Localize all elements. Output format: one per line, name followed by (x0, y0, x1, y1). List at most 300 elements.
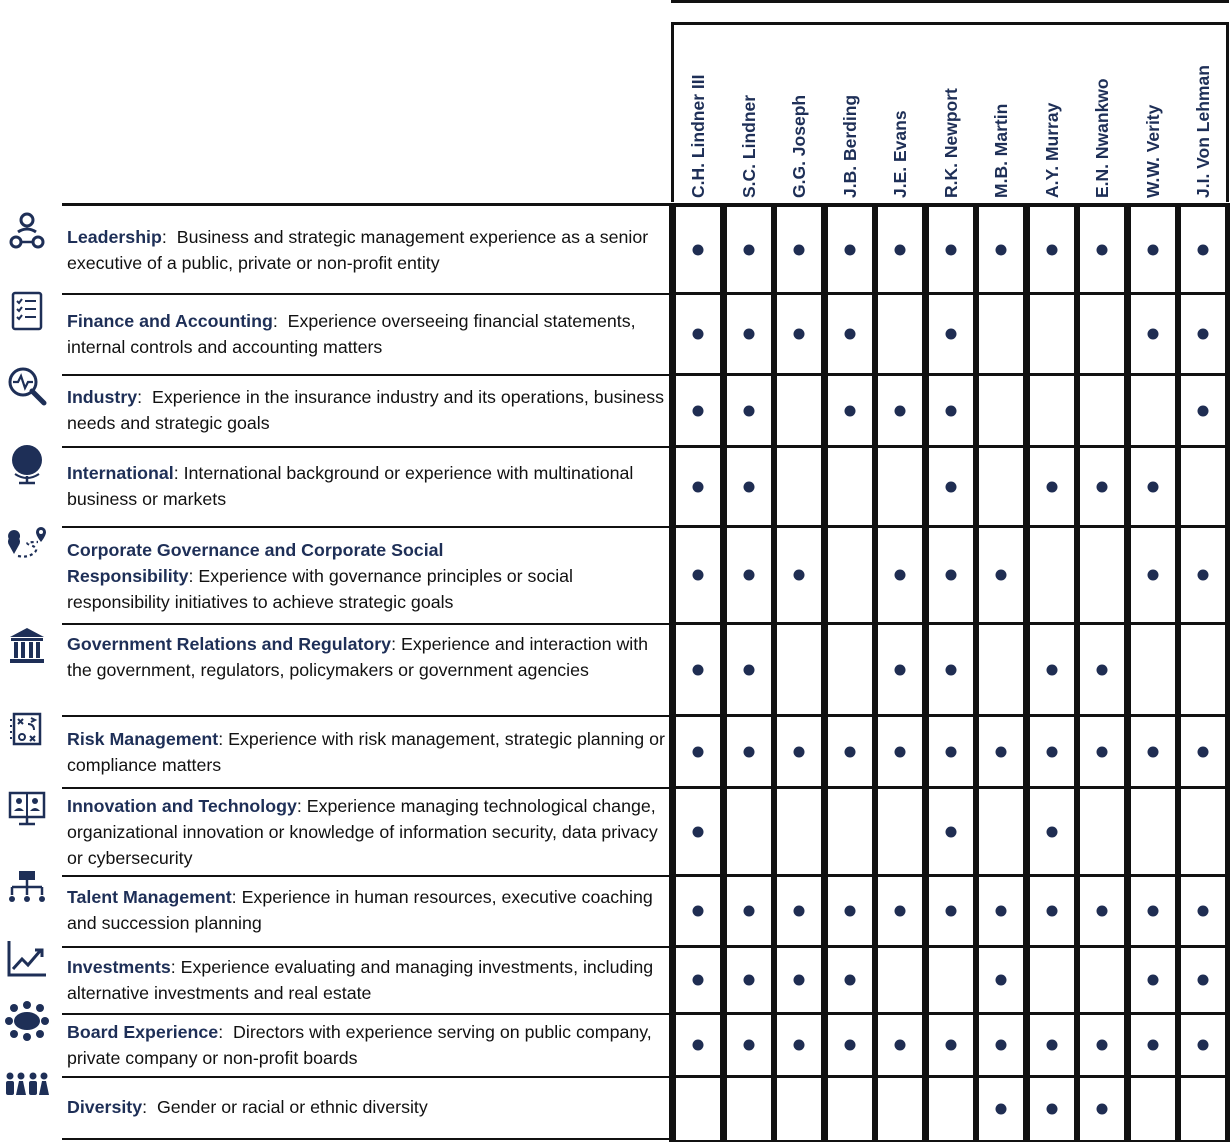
matrix-cell (777, 448, 821, 525)
skill-description (67, 726, 667, 778)
matrix-cell (727, 295, 771, 373)
matrix-cell (979, 448, 1023, 525)
skill-separator: : (188, 566, 199, 586)
skill-detail: Experience evaluating and managing investments, including alternative investments and real estate (67, 957, 654, 1003)
skill-dot (1198, 906, 1209, 917)
skill-description (67, 954, 667, 1006)
skill-detail: Business and strategic management experience as a senior executive of a public, private or non-profit entity (67, 227, 649, 273)
director-name (875, 28, 925, 198)
row-divider (62, 374, 669, 376)
matrix-cell (727, 1015, 771, 1075)
skill-dot (1097, 1104, 1108, 1115)
skill-detail: Experience and interaction with the government, regulators, policymakers or government agencies (67, 634, 649, 680)
skill-dot (794, 975, 805, 986)
checklist-icon (4, 288, 50, 334)
skill-dot (693, 481, 704, 492)
row-divider (62, 526, 669, 528)
skill-dot (845, 244, 856, 255)
skill-title: Diversity (67, 1097, 143, 1117)
matrix-cell (727, 717, 771, 786)
row-divider (62, 623, 669, 625)
skill-dot (693, 244, 704, 255)
director-name (1178, 28, 1228, 198)
matrix-cell (727, 528, 771, 622)
matrix-cell (979, 376, 1023, 445)
row-divider (62, 293, 669, 295)
skill-dot (895, 664, 906, 675)
director-name-label: J.I. Von Lehman (1193, 65, 1213, 198)
matrix-cell (828, 295, 872, 373)
matrix-cell (828, 448, 872, 525)
row-divider (62, 715, 669, 717)
director-name (1027, 28, 1077, 198)
skill-dot (1047, 746, 1058, 757)
matrix-cell (1131, 1078, 1175, 1140)
skill-title: Industry (67, 387, 138, 407)
boardroom-icon (4, 998, 50, 1044)
skill-dot (794, 746, 805, 757)
director-name-label: E.N. Nwankwo (1092, 78, 1112, 198)
matrix-cell (979, 948, 1023, 1012)
skill-dot (693, 570, 704, 581)
matrix-cell (1030, 528, 1074, 622)
matrix-cell (1181, 1015, 1225, 1075)
skill-dot (744, 244, 755, 255)
skill-description (67, 460, 667, 512)
matrix-cell (828, 789, 872, 874)
matrix-cell (878, 1078, 922, 1140)
matrix-cell (878, 528, 922, 622)
skill-separator: : (142, 1097, 157, 1117)
matrix-cell (1181, 717, 1225, 786)
matrix-cell (878, 295, 922, 373)
matrix-cell (979, 207, 1023, 292)
skill-dot (794, 1040, 805, 1051)
matrix-cell (676, 717, 720, 786)
skill-separator: : (296, 796, 307, 816)
skill-dot (693, 329, 704, 340)
matrix-cell (828, 376, 872, 445)
skill-detail: Experience in the insurance industry and its operations, business needs and strategic goals (67, 387, 664, 433)
director-name-label: R.K. Newport (941, 88, 961, 198)
matrix-cell (929, 376, 973, 445)
skill-dot (794, 570, 805, 581)
matrix-cell (979, 877, 1023, 945)
director-name-label: C.H. Lindner III (688, 74, 708, 198)
matrix-cell (676, 1078, 720, 1140)
skill-title: Risk Management (67, 729, 219, 749)
matrix-cell (979, 625, 1023, 714)
matrix-cell (828, 877, 872, 945)
matrix-cell (1080, 877, 1124, 945)
matrix-cell (828, 528, 872, 622)
matrix-cell (828, 1078, 872, 1140)
skill-separator: : (173, 463, 184, 483)
matrix-cell (979, 1015, 1023, 1075)
skill-dot (1047, 1104, 1058, 1115)
matrix-cell (1131, 948, 1175, 1012)
skill-dot (895, 746, 906, 757)
matrix-cell (676, 207, 720, 292)
skill-separator: : (137, 387, 152, 407)
matrix-cell (1181, 1078, 1225, 1140)
skill-dot (845, 405, 856, 416)
skill-separator: : (218, 1022, 234, 1042)
skill-dot (946, 906, 957, 917)
skill-separator: : (272, 311, 288, 331)
matrix-cell (777, 295, 821, 373)
matrix-cell (929, 448, 973, 525)
skill-detail: Experience in human resources, executive coaching and succession planning (67, 887, 653, 933)
director-name (774, 28, 824, 198)
director-name-label: J.E. Evans (890, 110, 910, 198)
route-pins-icon (4, 522, 50, 568)
matrix-cell (1131, 448, 1175, 525)
top-rule (671, 0, 1229, 3)
skill-dot (895, 570, 906, 581)
matrix-cell (727, 1078, 771, 1140)
matrix-cell (1080, 948, 1124, 1012)
matrix-cell (878, 625, 922, 714)
matrix-cell (676, 295, 720, 373)
skill-dot (693, 405, 704, 416)
skill-dot (1148, 244, 1159, 255)
matrix-cell (777, 1078, 821, 1140)
skill-separator: : (161, 227, 177, 247)
skill-dot (1148, 570, 1159, 581)
skill-dot (744, 1040, 755, 1051)
matrix-cell (727, 948, 771, 1012)
matrix-cell (979, 528, 1023, 622)
matrix-cell (1181, 207, 1225, 292)
trend-chart-icon (4, 935, 50, 981)
skill-dot (946, 664, 957, 675)
director-name-label: M.B. Martin (991, 103, 1011, 198)
skill-title: Innovation and Technology (67, 796, 297, 816)
director-name (673, 28, 723, 198)
matrix-cell (1030, 625, 1074, 714)
matrix-cell (878, 877, 922, 945)
skill-title: Finance and Accounting (67, 311, 273, 331)
skill-dot (946, 329, 957, 340)
leadership-icon (4, 208, 50, 254)
skill-detail: Experience overseeing financial statements, internal controls and accounting matters (67, 311, 636, 357)
matrix-cell (979, 295, 1023, 373)
skill-dot (1148, 329, 1159, 340)
matrix-cell (1131, 625, 1175, 714)
matrix-cell (676, 625, 720, 714)
matrix-cell (676, 877, 720, 945)
matrix-cell (828, 207, 872, 292)
skill-detail: Gender or racial or ethnic diversity (156, 1097, 428, 1117)
skill-dot (1198, 975, 1209, 986)
skills-matrix-grid (669, 203, 1230, 1142)
matrix-cell (929, 1078, 973, 1140)
matrix-cell (929, 528, 973, 622)
skill-dot (744, 405, 755, 416)
matrix-cell (1131, 1015, 1175, 1075)
matrix-cell (727, 376, 771, 445)
matrix-cell (1181, 948, 1225, 1012)
matrix-cell (1131, 717, 1175, 786)
matrix-cell (1181, 448, 1225, 525)
skill-detail: Experience with risk management, strategic planning or compliance matters (67, 729, 665, 775)
skill-description (67, 537, 667, 615)
skill-dot (1047, 481, 1058, 492)
skill-dot (693, 746, 704, 757)
skill-dot (996, 975, 1007, 986)
skill-separator: : (391, 634, 401, 654)
magnifier-pulse-icon (4, 363, 50, 409)
globe-icon (4, 440, 50, 486)
matrix-cell (878, 717, 922, 786)
matrix-cell (777, 1015, 821, 1075)
skill-detail: Directors with experience serving on public company, private company or non-profit boards (67, 1022, 652, 1068)
matrix-cell (1030, 717, 1074, 786)
matrix-cell (828, 717, 872, 786)
skill-description (67, 793, 667, 871)
skill-dot (1198, 244, 1209, 255)
matrix-cell (828, 1015, 872, 1075)
skill-dot (693, 906, 704, 917)
skill-dot (693, 664, 704, 675)
row-divider (62, 1076, 669, 1078)
matrix-cell (676, 448, 720, 525)
matrix-cell (777, 207, 821, 292)
skill-dot (1097, 906, 1108, 917)
skill-title: Investments (67, 957, 171, 977)
skill-dot (693, 1040, 704, 1051)
skill-dot (744, 906, 755, 917)
matrix-cell (1030, 1078, 1074, 1140)
matrix-cell (929, 1015, 973, 1075)
matrix-cell (1131, 295, 1175, 373)
skill-title: Government Relations and Regulatory (67, 634, 392, 654)
matrix-cell (929, 625, 973, 714)
director-name (825, 28, 875, 198)
matrix-cell (828, 948, 872, 1012)
skill-dot (1198, 746, 1209, 757)
matrix-cell (727, 625, 771, 714)
matrix-cell (1030, 376, 1074, 445)
skill-dot (794, 329, 805, 340)
matrix-cell (878, 1015, 922, 1075)
director-name-label: A.Y. Murray (1042, 102, 1062, 198)
director-name (926, 28, 976, 198)
skill-title: Talent Management (67, 887, 232, 907)
skill-dot (946, 1040, 957, 1051)
matrix-cell (828, 625, 872, 714)
matrix-cell (777, 528, 821, 622)
skill-dot (996, 746, 1007, 757)
matrix-cell (878, 948, 922, 1012)
matrix-cell (1131, 528, 1175, 622)
skill-title: International (67, 463, 174, 483)
skill-title: Leadership (67, 227, 162, 247)
skill-dot (1148, 481, 1159, 492)
skill-dot (1148, 746, 1159, 757)
skill-separator: : (218, 729, 229, 749)
matrix-cell (1080, 295, 1124, 373)
skill-dot (895, 906, 906, 917)
skill-dot (744, 664, 755, 675)
row-divider (62, 1013, 669, 1015)
director-name (1128, 28, 1178, 198)
matrix-cell (676, 1015, 720, 1075)
skill-detail: International background or experience with multinational business or markets (67, 463, 634, 509)
matrix-cell (676, 948, 720, 1012)
row-divider (62, 787, 669, 789)
skill-dot (946, 826, 957, 837)
matrix-cell (929, 207, 973, 292)
matrix-cell (979, 717, 1023, 786)
matrix-cell (1030, 789, 1074, 874)
skill-dot (946, 570, 957, 581)
matrix-cell (1030, 1015, 1074, 1075)
skill-dot (1198, 570, 1209, 581)
matrix-cell (676, 376, 720, 445)
skill-detail: Experience with governance principles or social responsibility initiatives to achieve strategic goals (67, 566, 574, 612)
skill-dot (693, 826, 704, 837)
matrix-cell (1131, 207, 1175, 292)
skill-title: Corporate Governance and Corporate Social Responsibility (67, 540, 444, 586)
matrix-cell (979, 1078, 1023, 1140)
director-name-label: W.W. Verity (1143, 104, 1163, 198)
skill-detail: Experience managing technological change, organizational innovation or knowledge of information security, data privacy or cybersecurity (67, 796, 658, 868)
matrix-cell (727, 207, 771, 292)
skill-dot (996, 906, 1007, 917)
director-name-label: G.G. Joseph (789, 94, 809, 198)
matrix-cell (1131, 789, 1175, 874)
matrix-cell (878, 207, 922, 292)
skill-dot (1097, 664, 1108, 675)
skill-dot (946, 244, 957, 255)
skill-dot (1198, 329, 1209, 340)
skill-dot (794, 244, 805, 255)
skill-dot (1097, 1040, 1108, 1051)
skill-description (67, 631, 667, 683)
matrix-cell (777, 625, 821, 714)
matrix-cell (777, 789, 821, 874)
matrix-cell (777, 717, 821, 786)
skill-dot (845, 906, 856, 917)
matrix-cell (1181, 877, 1225, 945)
video-conference-icon (4, 785, 50, 831)
skill-description (67, 1094, 667, 1120)
skill-dot (996, 1104, 1007, 1115)
skill-dot (895, 405, 906, 416)
director-name-label: S.C. Lindner (739, 94, 759, 198)
government-building-icon (4, 623, 50, 669)
matrix-cell (929, 717, 973, 786)
skill-dot (946, 746, 957, 757)
matrix-cell (929, 789, 973, 874)
matrix-cell (777, 376, 821, 445)
skill-dot (895, 1040, 906, 1051)
org-chart-icon (4, 865, 50, 911)
skill-dot (744, 481, 755, 492)
matrix-cell (1080, 448, 1124, 525)
skill-separator: : (170, 957, 181, 977)
matrix-cell (1030, 207, 1074, 292)
matrix-cell (1181, 625, 1225, 714)
matrix-cell (1030, 877, 1074, 945)
skill-description (67, 884, 667, 936)
matrix-cell (929, 877, 973, 945)
matrix-cell (1030, 295, 1074, 373)
director-name (1077, 28, 1127, 198)
row-divider (62, 946, 669, 948)
skill-dot (1047, 244, 1058, 255)
director-name-label: J.B. Berding (840, 94, 860, 198)
matrix-cell (1080, 528, 1124, 622)
skill-dot (794, 906, 805, 917)
matrix-cell (1080, 625, 1124, 714)
skill-dot (845, 746, 856, 757)
matrix-cell (1080, 1078, 1124, 1140)
skill-dot (946, 405, 957, 416)
matrix-cell (878, 789, 922, 874)
skill-description (67, 308, 667, 360)
skill-dot (996, 1040, 1007, 1051)
skill-dot (1097, 746, 1108, 757)
matrix-cell (1131, 877, 1175, 945)
skill-dot (1148, 975, 1159, 986)
matrix-cell (1080, 789, 1124, 874)
matrix-cell (1080, 717, 1124, 786)
matrix-cell (878, 448, 922, 525)
skill-dot (1198, 1040, 1209, 1051)
skill-description (67, 224, 667, 276)
matrix-cell (1030, 948, 1074, 1012)
skill-dot (1047, 826, 1058, 837)
matrix-cell (929, 295, 973, 373)
skill-description (67, 384, 667, 436)
skill-dot (744, 975, 755, 986)
matrix-cell (1181, 789, 1225, 874)
skill-dot (1047, 906, 1058, 917)
matrix-cell (1181, 528, 1225, 622)
skill-dot (1047, 1040, 1058, 1051)
matrix-cell (777, 948, 821, 1012)
skill-dot (1097, 244, 1108, 255)
matrix-cell (727, 448, 771, 525)
skill-dot (845, 975, 856, 986)
matrix-cell (1030, 448, 1074, 525)
director-name (724, 28, 774, 198)
matrix-cell (1080, 376, 1124, 445)
matrix-cell (676, 528, 720, 622)
skill-dot (1198, 405, 1209, 416)
skill-separator: : (231, 887, 242, 907)
skill-dot (845, 329, 856, 340)
skill-dot (1148, 1040, 1159, 1051)
matrix-cell (676, 789, 720, 874)
skill-dot (895, 244, 906, 255)
skill-dot (996, 570, 1007, 581)
skill-dot (744, 329, 755, 340)
row-divider (62, 875, 669, 877)
row-divider (62, 446, 669, 448)
matrix-cell (1181, 376, 1225, 445)
skill-dot (845, 1040, 856, 1051)
director-name (976, 28, 1026, 198)
skill-dot (1047, 664, 1058, 675)
skill-dot (1097, 481, 1108, 492)
matrix-cell (1181, 295, 1225, 373)
row-divider (62, 203, 669, 206)
matrix-cell (1080, 207, 1124, 292)
